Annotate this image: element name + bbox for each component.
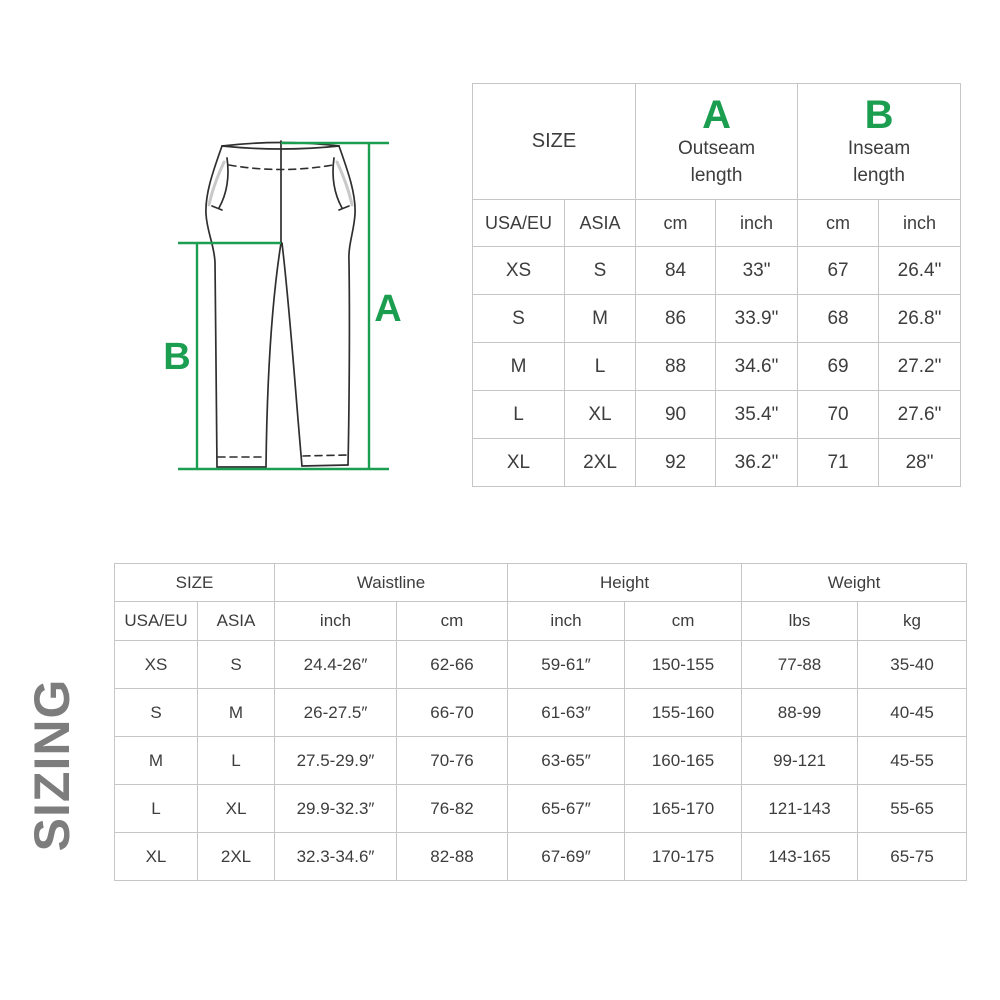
cell: 63-65″ — [508, 737, 625, 785]
cell: 90 — [636, 391, 716, 439]
table-row — [115, 641, 967, 689]
waistline-group-header: Waistline — [275, 564, 508, 602]
cell: 70 — [798, 391, 879, 439]
sizing-vertical-title: SIZING — [24, 678, 80, 852]
cell: XL — [473, 439, 565, 487]
left-inseam — [266, 243, 281, 467]
table-row — [473, 391, 961, 439]
cell: 32.3-34.6″ — [275, 833, 397, 881]
cell: 27.5-29.9″ — [275, 737, 397, 785]
cell: XL — [115, 833, 198, 881]
subheader-kg: kg — [858, 602, 967, 641]
subheader-lbs: lbs — [742, 602, 858, 641]
subheader-asia: ASIA — [198, 602, 275, 641]
cell: 71 — [798, 439, 879, 487]
cell: 67-69″ — [508, 833, 625, 881]
inseam-letter: B — [864, 92, 894, 137]
table-row — [473, 343, 961, 391]
cell: 65-75 — [858, 833, 967, 881]
right-pocket-shading — [337, 162, 352, 205]
cell: 67 — [798, 247, 879, 295]
inseam-header-cell — [798, 84, 961, 200]
table-row — [115, 737, 967, 785]
body-table-header-row — [115, 564, 967, 602]
cell: 26.8" — [879, 295, 961, 343]
cell: 40-45 — [858, 689, 967, 737]
subheader-usa-eu: USA/EU — [115, 602, 198, 641]
inseam-word: Inseam — [847, 137, 911, 159]
diagram-label-b: B — [163, 336, 191, 378]
cell: 70-76 — [397, 737, 508, 785]
size-group-header: SIZE — [115, 564, 275, 602]
cell: 150-155 — [625, 641, 742, 689]
cell: 155-160 — [625, 689, 742, 737]
cell: XS — [473, 247, 565, 295]
cell: 65-67″ — [508, 785, 625, 833]
cell: M — [565, 295, 636, 343]
subheader-cm: cm — [798, 200, 879, 247]
cell: 88 — [636, 343, 716, 391]
table-row — [473, 439, 961, 487]
cell: 27.6" — [879, 391, 961, 439]
subheader-inch: inch — [508, 602, 625, 641]
cell: 26-27.5″ — [275, 689, 397, 737]
body-table-subheader-row — [115, 602, 967, 641]
right-hem — [302, 465, 348, 466]
pants-diagram — [0, 0, 460, 520]
table-row — [473, 247, 961, 295]
cell: XL — [198, 785, 275, 833]
cell: 88-99 — [742, 689, 858, 737]
cell: XS — [115, 641, 198, 689]
weight-group-header: Weight — [742, 564, 967, 602]
table-row — [115, 689, 967, 737]
cell: 99-121 — [742, 737, 858, 785]
height-group-header: Height — [508, 564, 742, 602]
outseam-header-cell — [636, 84, 798, 200]
size-header-cell: SIZE — [473, 84, 636, 200]
cell: 66-70 — [397, 689, 508, 737]
cell: 29.9-32.3″ — [275, 785, 397, 833]
cell: 55-65 — [858, 785, 967, 833]
outseam-word2: length — [690, 164, 743, 186]
cell: 92 — [636, 439, 716, 487]
cell: XL — [565, 391, 636, 439]
cell: 26.4" — [879, 247, 961, 295]
cell: M — [473, 343, 565, 391]
subheader-cm: cm — [625, 602, 742, 641]
cell: S — [115, 689, 198, 737]
left-pocket-shading — [209, 162, 224, 205]
cell: 33" — [716, 247, 798, 295]
subheader-inch: inch — [716, 200, 798, 247]
cell: 86 — [636, 295, 716, 343]
cell: 2XL — [198, 833, 275, 881]
subheader-inch: inch — [879, 200, 961, 247]
subheader-inch: inch — [275, 602, 397, 641]
cell: 28" — [879, 439, 961, 487]
left-outer-seam — [206, 146, 222, 467]
cell: M — [115, 737, 198, 785]
outseam-word: Outseam — [677, 137, 756, 159]
cell: S — [473, 295, 565, 343]
cell: 160-165 — [625, 737, 742, 785]
subheader-asia: ASIA — [565, 200, 636, 247]
right-outer-seam — [339, 146, 355, 465]
cell: 165-170 — [625, 785, 742, 833]
cell: 61-63″ — [508, 689, 625, 737]
right-inseam — [282, 243, 302, 466]
cell: S — [198, 641, 275, 689]
cell: 35-40 — [858, 641, 967, 689]
inseam-word2: length — [853, 164, 905, 186]
cell: L — [565, 343, 636, 391]
cell: 143-165 — [742, 833, 858, 881]
table-row — [473, 295, 961, 343]
cell: 76-82 — [397, 785, 508, 833]
garment-length-table — [472, 83, 961, 487]
subheader-cm: cm — [397, 602, 508, 641]
cell: 59-61″ — [508, 641, 625, 689]
cell: 69 — [798, 343, 879, 391]
right-hem-stitch — [303, 455, 347, 456]
cell: 24.4-26″ — [275, 641, 397, 689]
cell: 45-55 — [858, 737, 967, 785]
cell: 35.4" — [716, 391, 798, 439]
diagram-label-a: A — [374, 288, 402, 330]
cell: M — [198, 689, 275, 737]
cell: L — [473, 391, 565, 439]
outseam-letter: A — [702, 92, 731, 137]
cell: 84 — [636, 247, 716, 295]
cell: 34.6" — [716, 343, 798, 391]
cell: 27.2" — [879, 343, 961, 391]
table-row — [115, 785, 967, 833]
subheader-cm: cm — [636, 200, 716, 247]
cell: 2XL — [565, 439, 636, 487]
cell: 36.2" — [716, 439, 798, 487]
body-measurements-table — [114, 563, 967, 881]
table-row — [115, 833, 967, 881]
cell: 121-143 — [742, 785, 858, 833]
cell: L — [115, 785, 198, 833]
cell: 33.9" — [716, 295, 798, 343]
cell: 77-88 — [742, 641, 858, 689]
cell: S — [565, 247, 636, 295]
garment-table-header-row — [473, 84, 961, 200]
garment-table-subheader-row — [473, 200, 961, 247]
cell: L — [198, 737, 275, 785]
cell: 82-88 — [397, 833, 508, 881]
cell: 170-175 — [625, 833, 742, 881]
cell: 62-66 — [397, 641, 508, 689]
subheader-usa-eu: USA/EU — [473, 200, 565, 247]
cell: 68 — [798, 295, 879, 343]
